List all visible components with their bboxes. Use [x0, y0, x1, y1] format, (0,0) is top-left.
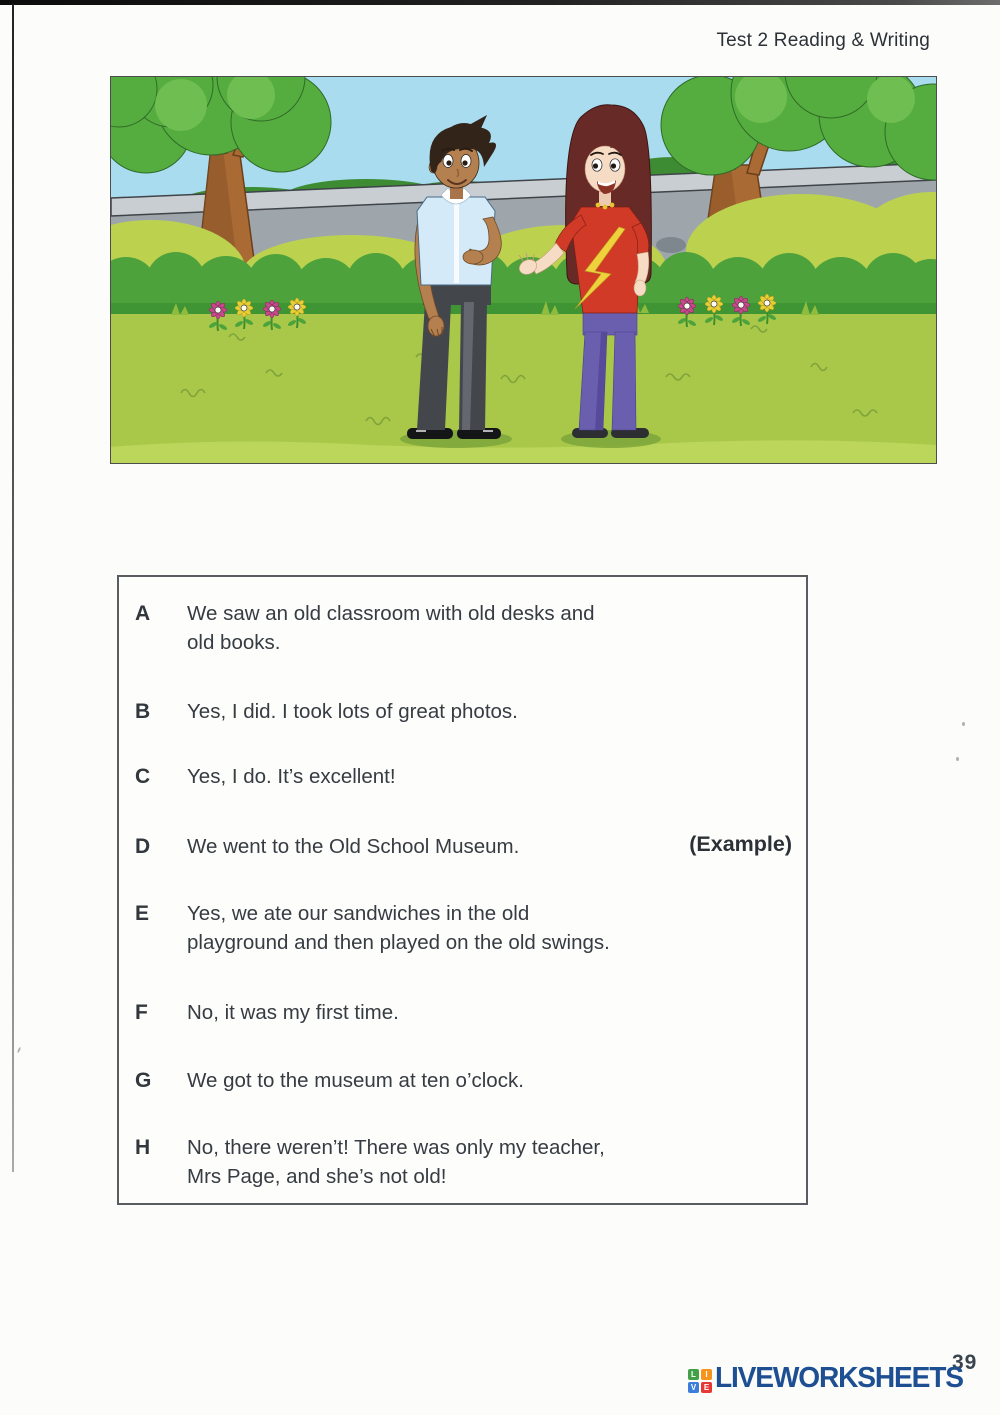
option-row-a[interactable] — [135, 599, 790, 657]
option-letter: E — [135, 902, 150, 925]
option-row-h[interactable] — [135, 1133, 790, 1191]
option-row-b[interactable] — [135, 697, 790, 726]
option-text-line: We went to the Old School Museum. — [187, 835, 520, 858]
option-letter: C — [135, 765, 151, 788]
option-row-c[interactable] — [135, 762, 790, 791]
park-scene-illustration — [110, 76, 937, 464]
option-letter: A — [135, 602, 151, 625]
logo-square-v: V — [688, 1382, 699, 1393]
option-text-line: We saw an old classroom with old desks and — [187, 602, 595, 625]
scan-speck — [962, 722, 965, 726]
option-text-line: No, it was my first time. — [187, 1001, 399, 1024]
grass — [111, 300, 936, 463]
option-letter: G — [135, 1069, 152, 1092]
example-label: (Example) — [689, 832, 792, 856]
liveworksheets-logo[interactable] — [688, 1362, 971, 1395]
option-text-line: Mrs Page, and she’s not old! — [187, 1165, 447, 1188]
option-letter: B — [135, 700, 151, 723]
logo-square-e: E — [701, 1382, 712, 1393]
option-letter: D — [135, 835, 151, 858]
option-text-line: Yes, I did. I took lots of great photos. — [187, 700, 518, 723]
option-row-g[interactable] — [135, 1066, 790, 1095]
footer — [688, 1362, 971, 1402]
scan-edge-left — [12, 4, 14, 1172]
option-text-line: playground and then played on the old swings. — [187, 931, 610, 954]
scan-speck — [17, 1047, 21, 1053]
logo-square-l: L — [688, 1369, 699, 1380]
scan-speck — [956, 757, 959, 761]
option-text-line: We got to the museum at ten o’clock. — [187, 1069, 524, 1092]
option-letter: F — [135, 1001, 148, 1024]
option-text-line: No, there weren’t! There was only my teacher, — [187, 1136, 605, 1159]
liveworksheets-logo-icon — [688, 1369, 712, 1393]
option-text-line: old books. — [187, 631, 281, 654]
page-title: Test 2 Reading & Writing — [716, 30, 930, 51]
option-row-e[interactable] — [135, 899, 790, 957]
scan-edge-top — [0, 0, 1000, 5]
page-number: 39 — [952, 1351, 978, 1374]
logo-square-i: I — [701, 1369, 712, 1380]
park-scene-svg — [111, 77, 936, 463]
option-row-f[interactable] — [135, 998, 790, 1027]
liveworksheets-wordmark: LIVEWORKSHEETS — [715, 1362, 963, 1394]
answer-options-box — [117, 575, 808, 1205]
option-text-line: Yes, I do. It’s excellent! — [187, 765, 396, 788]
option-letter: H — [135, 1136, 151, 1159]
option-text-line: Yes, we ate our sandwiches in the old — [187, 902, 530, 925]
